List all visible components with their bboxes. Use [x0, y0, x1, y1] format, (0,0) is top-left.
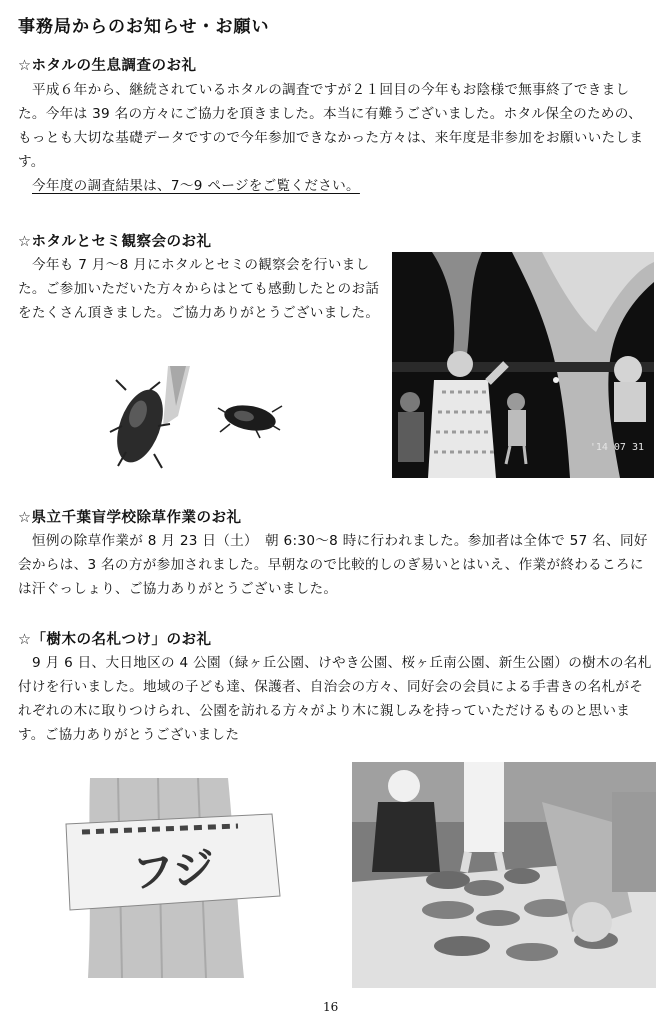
note-link-text: 今年度の調査結果は、7〜9 ページをご覧ください。 — [32, 178, 360, 194]
observation-event-photo — [392, 252, 654, 478]
page-number: 16 — [323, 1000, 339, 1014]
section-title-firefly-cicada-event: ☆ホタルとセミ観察会のお礼 — [18, 234, 212, 250]
section-body-tree-tags — [18, 651, 654, 747]
photo-date-stamp: '14 07 31 — [589, 442, 644, 453]
paragraph: 今年も 7 月～8 月にホタルとセミの観察会を行いました。ご参加いただいた方々からはとても感動したとのお話をたくさん頂きました。ご協力ありがとうございました。 — [18, 257, 380, 321]
section-body-weeding — [18, 529, 654, 601]
paragraph: 平成６年から、継続されているホタルの調査ですが２１回目の今年もお陰様で無事終了できました。今年は 39 名の方々にご協力を頂きました。本当に有難うございました。ホタル保全のための、もっとも大切な基礎データですので今年参加できなかった方々は、来年度是非参加をお願いいたします。 — [18, 82, 644, 170]
page-title: 事務局からのお知らせ・お願い — [18, 17, 270, 37]
section-title-tree-tags: ☆「樹木の名札つけ」のお礼 — [18, 632, 212, 648]
section-body-firefly-survey — [18, 78, 654, 198]
section-title-weeding: ☆県立千葉盲学校除草作業のお礼 — [18, 510, 242, 526]
tag-making-photo — [352, 762, 656, 988]
tree-tag-photo — [58, 778, 286, 978]
paragraph: 恒例の除草作業が 8 月 23 日（土） 朝 6:30～8 時に行われました。参加者は全体で 57 名、同好会からは、3 名の方が参加されました。早朝なので比較的しのぎ易いとはいえ、作業が終わるころには汗ぐっしょり、ご協力ありがとうございました。 — [18, 533, 648, 597]
beetles-photo — [108, 366, 298, 478]
section-title-firefly-survey: ☆ホタルの生息調査のお礼 — [18, 58, 197, 74]
paragraph: 9 月 6 日、大日地区の 4 公園（緑ヶ丘公園、けやき公園、桜ヶ丘南公園、新生公園）の樹木の名札付けを行いました。地域の子ども達、保護者、自治会の方々、同好会の会員による手書きの名札がそれぞれの木に取りつけられ、公園を訪れる方々がより木に親しみを持っていただけるものと思います。ご協力ありがとうございました — [18, 655, 652, 743]
section-body-firefly-cicada-event — [18, 253, 386, 325]
tree-tag-text: フジ — [130, 843, 217, 898]
